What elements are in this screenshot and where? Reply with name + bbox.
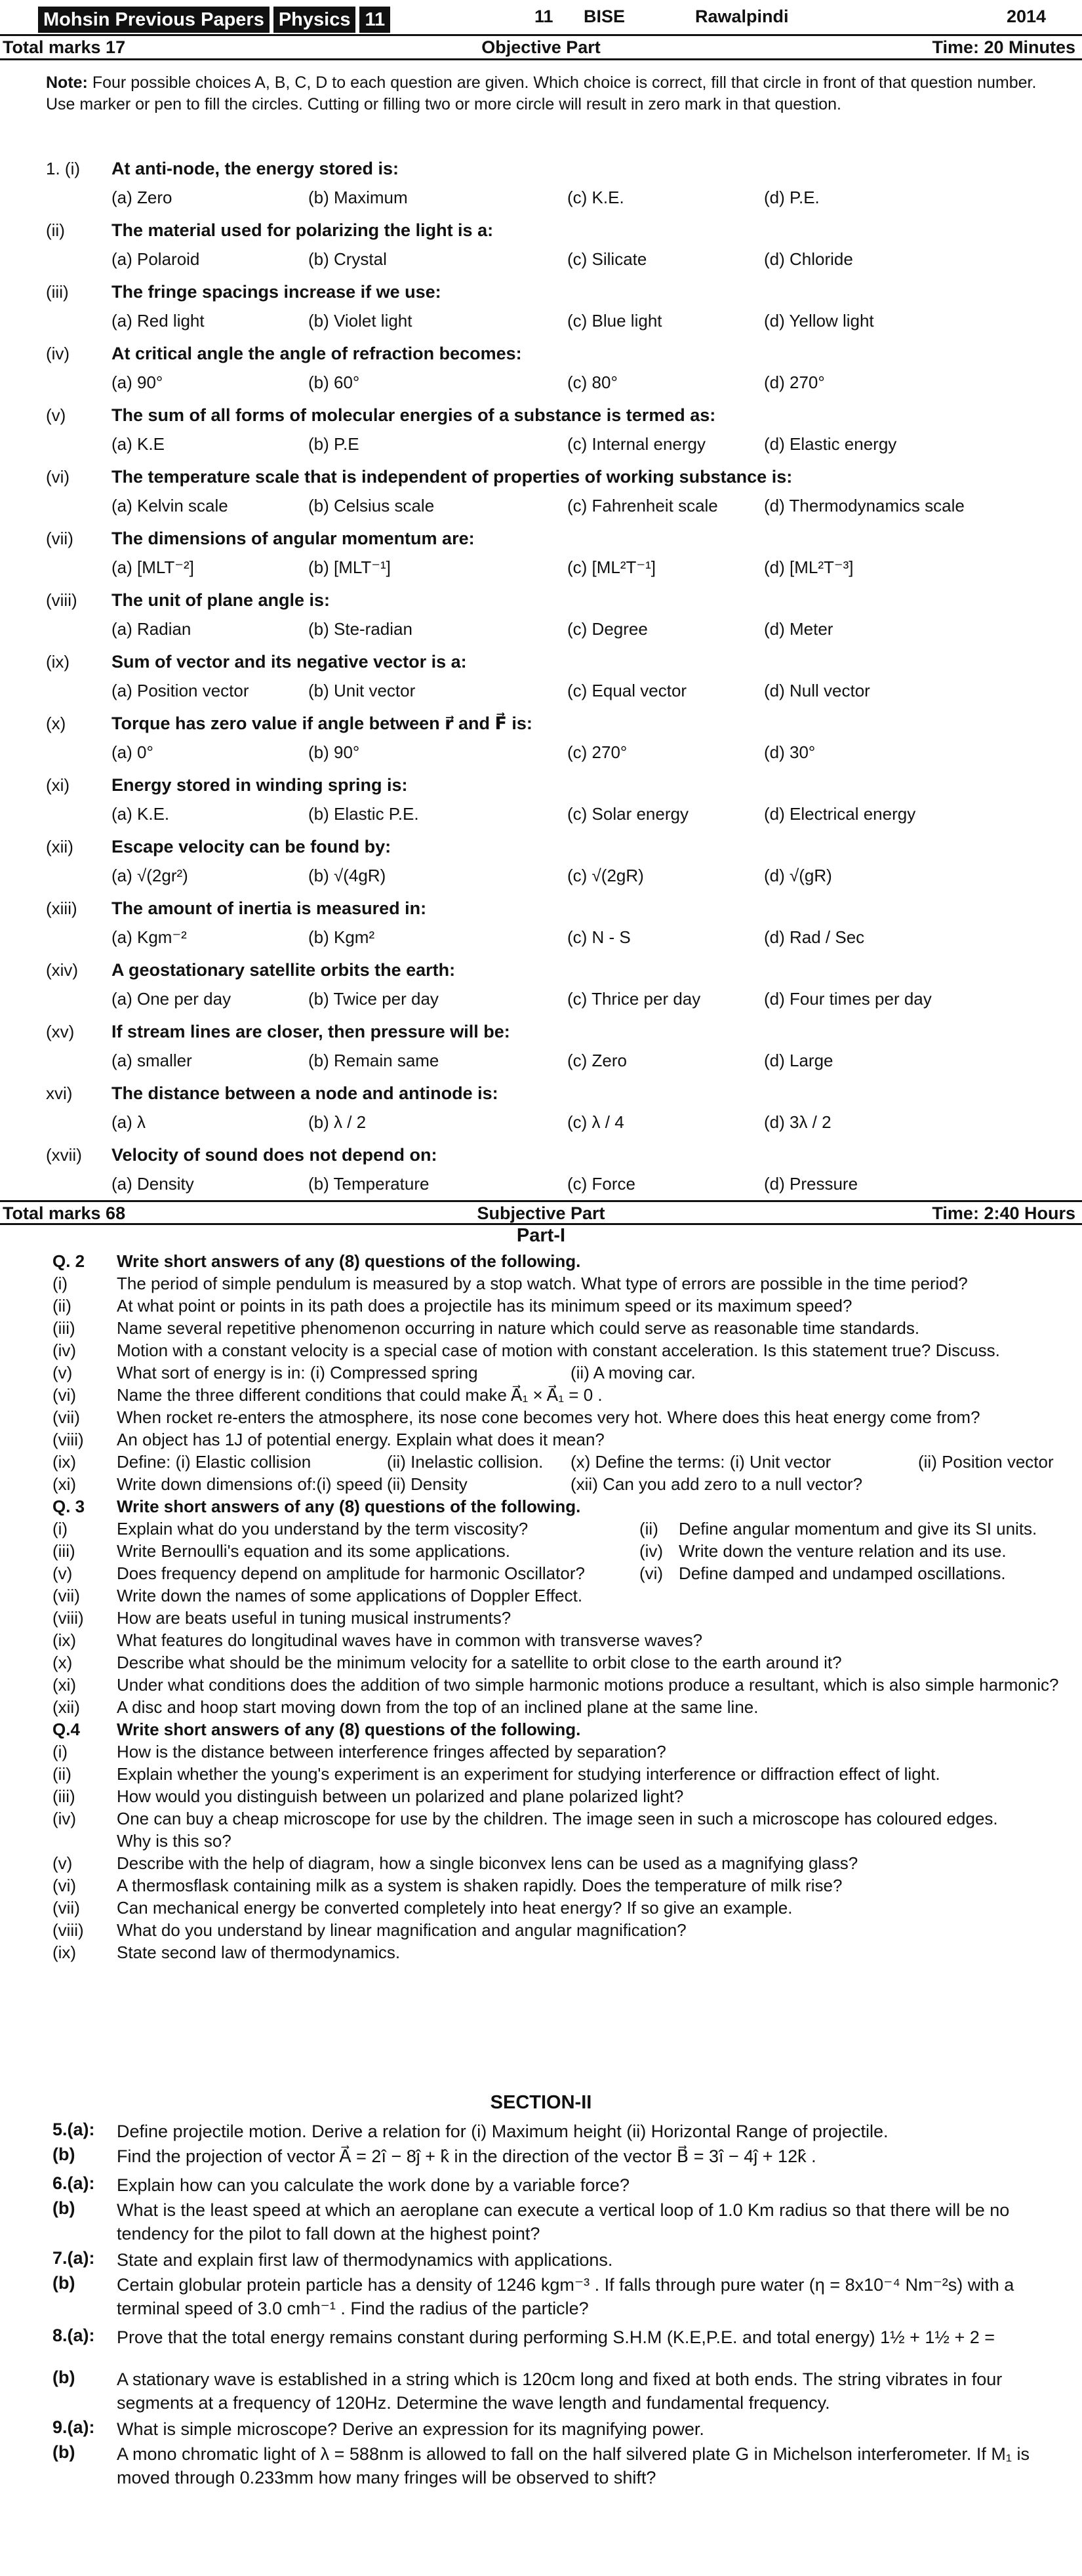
mcq-option-b: (b) Crystal xyxy=(308,249,387,269)
item-number: (iii) xyxy=(52,1318,75,1338)
item-text: Can mechanical energy be converted completely into heat energy? If so give an example. xyxy=(117,1898,793,1918)
logo-text-1: Mohsin Previous Papers xyxy=(38,7,270,33)
item-text: Name several repetitive phenomenon occurring in nature which could serve as reasonable time standards. xyxy=(117,1318,920,1338)
item-number: (i) xyxy=(52,1274,68,1293)
mcq-number: xvi) xyxy=(46,1083,73,1103)
item-text-3: (xii) Can you add zero to a null vector? xyxy=(571,1474,863,1494)
long-question-number: 9.(a): xyxy=(52,2417,95,2437)
item-number: (v) xyxy=(52,1853,73,1873)
mcq-option-a: (a) 0° xyxy=(111,742,153,762)
item-text: The period of simple pendulum is measured by a stop watch. What type of errors are possible in the time period? xyxy=(117,1274,968,1293)
item-number: (v) xyxy=(52,1563,73,1583)
long-question-text: Certain globular protein particle has a density of 1246 kgm⁻³ . If falls through pure water (η = 8x10⁻⁴ Nm⁻²s) with a terminal speed of 3.0 cmh⁻¹ . Find the radius of the particle? xyxy=(117,2275,1014,2318)
mcq-question: At anti-node, the energy stored is: xyxy=(111,159,399,178)
mcq-question: Energy stored in winding spring is: xyxy=(111,775,408,795)
logo xyxy=(38,7,390,33)
mcq-option-c: (c) Equal vector xyxy=(567,681,687,700)
item-text: Explain what do you understand by the term viscosity? xyxy=(117,1519,529,1539)
mcq-row xyxy=(0,898,1082,960)
item-number: (vii) xyxy=(52,1407,80,1427)
mcq-option-c: (c) [ML²T⁻¹] xyxy=(567,557,656,577)
mcq-option-b: (b) Kgm² xyxy=(308,927,375,947)
objective-time: Time: 20 Minutes xyxy=(932,37,1075,57)
long-question-number: (b) xyxy=(52,2198,75,2218)
item-text: What sort of energy is in: (i) Compressed spring xyxy=(117,1363,478,1382)
mcq-option-c: (c) λ / 4 xyxy=(567,1112,624,1132)
long-question-text: What is simple microscope? Derive an expression for its magnifying power. xyxy=(117,2419,704,2439)
mcq-option-c: (c) √(2gR) xyxy=(567,866,644,885)
item-text-2: (ii) Inelastic collision. xyxy=(387,1452,544,1472)
mcq-question: The temperature scale that is independent of properties of working substance is: xyxy=(111,467,793,487)
mcq-option-a: (a) K.E. xyxy=(111,804,170,824)
item-number: (iv) xyxy=(52,1809,77,1828)
item-text: Does frequency depend on amplitude for harmonic Oscillator? xyxy=(117,1563,585,1583)
mcq-option-d: (d) Chloride xyxy=(764,249,853,269)
section2-title: SECTION-II xyxy=(490,2092,592,2113)
mcq-option-c: (c) K.E. xyxy=(567,188,624,207)
item-number-2: (ii) xyxy=(639,1519,658,1539)
mcq-number: (xi) xyxy=(46,775,70,795)
item-number: (ix) xyxy=(52,1942,77,1962)
item-text-2: (ii) Density xyxy=(387,1474,468,1494)
paper-header xyxy=(0,0,1082,33)
item-text: Name the three different conditions that could make A⃗₁ × A⃗₁ = 0 . xyxy=(117,1385,603,1405)
mcq-option-c: (c) Zero xyxy=(567,1051,627,1070)
mcq-number: (xii) xyxy=(46,837,73,856)
item-text: What do you understand by linear magnification and angular magnification? xyxy=(117,1920,687,1940)
mcq-option-c: (c) 80° xyxy=(567,372,618,392)
mcq-option-b: (b) Elastic P.E. xyxy=(308,804,419,824)
mcq-option-d: (d) Thermodynamics scale xyxy=(764,496,965,515)
long-question-number: 6.(a): xyxy=(52,2173,95,2193)
item-text-2: Define damped and undamped oscillations. xyxy=(679,1563,1006,1583)
item-number: (ix) xyxy=(52,1452,77,1472)
board-name: BISE xyxy=(584,7,626,26)
mcq-option-b: (b) Twice per day xyxy=(308,989,439,1009)
mcq-row xyxy=(0,775,1082,837)
mcq-option-a: (a) Radian xyxy=(111,619,191,639)
exam-year: 2014 xyxy=(1007,7,1047,26)
long-question-text: State and explain first law of thermodynamics with applications. xyxy=(117,2250,613,2270)
item-text: Write short answers of any (8) questions of the following. xyxy=(117,1720,581,1739)
mcq-number: (iii) xyxy=(46,282,69,302)
item-text: Why is this so? xyxy=(117,1831,231,1851)
mcq-number: (iv) xyxy=(46,344,70,363)
mcq-option-d: (d) 30° xyxy=(764,742,816,762)
item-number: (vi) xyxy=(52,1876,77,1895)
mcq-option-b: (b) Ste-radian xyxy=(308,619,412,639)
item-text: Explain whether the young's experiment is an experiment for studying interference or diffraction effect of light. xyxy=(117,1764,940,1784)
mcq-option-c: (c) Silicate xyxy=(567,249,647,269)
mcq-question: The fringe spacings increase if we use: xyxy=(111,282,441,302)
objective-title: Objective Part xyxy=(481,37,601,57)
item-text: How is the distance between interference fringes affected by separation? xyxy=(117,1742,666,1761)
mcq-row xyxy=(0,405,1082,467)
item-number: (viii) xyxy=(52,1920,84,1940)
item-number: (viii) xyxy=(52,1608,84,1628)
mcq-question: Torque has zero value if angle between r⃗ and F⃗ is: xyxy=(111,714,532,733)
mcq-row xyxy=(0,220,1082,282)
mcq-question: The amount of inertia is measured in: xyxy=(111,898,427,918)
long-question-text: What is the least speed at which an aeroplane can execute a vertical loop of 1.0 Km radius so that there will be no tendency for the pilot to fall down at the highest point? xyxy=(117,2200,1010,2244)
mcq-option-d: (d) 270° xyxy=(764,372,825,392)
item-text: Write short answers of any (8) questions of the following. xyxy=(117,1497,581,1516)
mcq-number: (vii) xyxy=(46,529,73,548)
mcq-question: A geostationary satellite orbits the earth: xyxy=(111,960,456,980)
long-question-text: Define projectile motion. Derive a relation for (i) Maximum height (ii) Horizontal Range of projectile. xyxy=(117,2122,889,2141)
mcq-option-a: (a) Kgm⁻² xyxy=(111,927,187,947)
item-number: (xi) xyxy=(52,1675,77,1695)
item-text-2: (ii) A moving car. xyxy=(571,1363,696,1382)
long-question-text: Find the projection of vector A⃗ = 2î − 8ĵ + k̂ in the direction of the vector B⃗ = 3î − 4ĵ + 12k̂ . xyxy=(117,2146,816,2166)
mcq-option-b: (b) [MLT⁻¹] xyxy=(308,557,391,577)
subjective-time: Time: 2:40 Hours xyxy=(932,1203,1075,1223)
mcq-option-d: (d) Rad / Sec xyxy=(764,927,865,947)
subjective-bar xyxy=(0,1200,1082,1225)
mcq-row xyxy=(0,652,1082,714)
mcq-option-a: (a) √(2gr²) xyxy=(111,866,188,885)
long-question-number: (b) xyxy=(52,2144,75,2164)
long-question-text: A stationary wave is established in a string which is 120cm long and fixed at both ends. The string vibrates in four segments at a frequency of 120Hz. Determine the wave length and fundamental frequency. xyxy=(117,2369,1003,2413)
class-number: 11 xyxy=(534,7,553,26)
mcq-option-a: (a) Red light xyxy=(111,311,205,331)
mcq-question: If stream lines are closer, then pressure will be: xyxy=(111,1022,510,1041)
mcq-option-a: (a) smaller xyxy=(111,1051,192,1070)
mcq-question: Velocity of sound does not depend on: xyxy=(111,1145,437,1165)
long-question-number: 8.(a): xyxy=(52,2325,95,2345)
mcq-option-a: (a) Position vector xyxy=(111,681,249,700)
mcq-row xyxy=(0,159,1082,220)
item-text: Describe with the help of diagram, how a single biconvex lens can be used as a magnifying glass? xyxy=(117,1853,858,1873)
item-text: Define: (i) Elastic collision xyxy=(117,1452,311,1472)
item-text: Motion with a constant velocity is a special case of motion with constant acceleration. Is this statement true? Discuss. xyxy=(117,1340,1000,1360)
mcq-question: At critical angle the angle of refraction becomes: xyxy=(111,344,522,363)
mcq-row xyxy=(0,1145,1082,1207)
mcq-row xyxy=(0,1022,1082,1083)
item-text-3: (x) Define the terms: (i) Unit vector xyxy=(571,1452,832,1472)
mcq-option-a: (a) K.E xyxy=(111,434,165,454)
mcq-question: The distance between a node and antinode is: xyxy=(111,1083,498,1103)
mcq-question: The sum of all forms of molecular energies of a substance is termed as: xyxy=(111,405,716,425)
item-text: At what point or points in its path does a projectile has its minimum speed or its maximum speed? xyxy=(117,1296,852,1316)
mcq-option-b: (b) 60° xyxy=(308,372,360,392)
mcq-row xyxy=(0,467,1082,529)
logo-text-2: Physics xyxy=(273,7,356,33)
mcq-option-b: (b) λ / 2 xyxy=(308,1112,367,1132)
instructions-note xyxy=(46,72,1056,115)
mcq-question: Sum of vector and its negative vector is a: xyxy=(111,652,467,672)
mcq-option-d: (d) Meter xyxy=(764,619,833,639)
long-question-number: 7.(a): xyxy=(52,2248,95,2268)
mcq-number: (xvii) xyxy=(46,1145,82,1165)
note-label: Note: xyxy=(46,73,88,92)
mcq-option-c: (c) Force xyxy=(567,1174,635,1194)
objective-bar xyxy=(0,34,1082,60)
mcq-option-b: (b) Unit vector xyxy=(308,681,416,700)
item-number: (ii) xyxy=(52,1764,71,1784)
mcq-row xyxy=(0,529,1082,590)
item-number: (v) xyxy=(52,1363,73,1382)
mcq-option-d: (d) P.E. xyxy=(764,188,820,207)
item-number: (iii) xyxy=(52,1786,75,1806)
mcq-option-c: (c) Degree xyxy=(567,619,648,639)
item-number: (xi) xyxy=(52,1474,77,1494)
item-number: (x) xyxy=(52,1653,73,1672)
mcq-option-d: (d) Yellow light xyxy=(764,311,874,331)
note-text: Four possible choices A, B, C, D to each question are given. Which choice is correct, fill that circle in front of that question number. Use marker or pen to fill the circles. Cutting or filling two or more circle will result in zero mark in that question. xyxy=(46,73,1037,113)
item-text: When rocket re-enters the atmosphere, its nose cone becomes very hot. Where does this heat energy come from? xyxy=(117,1407,980,1427)
mcq-option-c: (c) Fahrenheit scale xyxy=(567,496,718,515)
mcq-row xyxy=(0,344,1082,405)
item-text: A disc and hoop start moving down from the top of an inclined plane at the same line. xyxy=(117,1697,759,1717)
mcq-option-d: (d) Pressure xyxy=(764,1174,858,1194)
item-text: Write short answers of any (8) questions of the following. xyxy=(117,1251,581,1271)
item-number: (iv) xyxy=(52,1340,77,1360)
item-number: (i) xyxy=(52,1519,68,1539)
item-text: Write down dimensions of:(i) speed xyxy=(117,1474,383,1494)
long-question-number: (b) xyxy=(52,2367,75,2387)
mcq-number: (ix) xyxy=(46,652,70,672)
item-number: Q. 2 xyxy=(52,1251,85,1271)
mcq-option-d: (d) Large xyxy=(764,1051,833,1070)
mcq-option-d: (d) Elastic energy xyxy=(764,434,897,454)
item-number: (ii) xyxy=(52,1296,71,1316)
long-question-text: A mono chromatic light of λ = 588nm is allowed to fall on the half silvered plate G in Michelson interferometer. If M₁ is moved through 0.233mm how many fringes will be observed to shift? xyxy=(117,2444,1030,2487)
mcq-question: The unit of plane angle is: xyxy=(111,590,331,610)
mcq-number: (ii) xyxy=(46,220,65,240)
item-number: (vii) xyxy=(52,1586,80,1605)
mcq-option-a: (a) Density xyxy=(111,1174,194,1194)
mcq-option-d: (d) Four times per day xyxy=(764,989,932,1009)
item-text: Write down the names of some applications of Doppler Effect. xyxy=(117,1586,583,1605)
item-number-2: (iv) xyxy=(639,1541,664,1561)
mcq-option-c: (c) 270° xyxy=(567,742,628,762)
mcq-number: (v) xyxy=(46,405,66,425)
item-number: (vi) xyxy=(52,1385,77,1405)
mcq-option-c: (c) Solar energy xyxy=(567,804,689,824)
logo-text-3: 11 xyxy=(359,7,390,33)
item-text-2: Define angular momentum and give its SI units. xyxy=(679,1519,1037,1539)
item-text: How would you distinguish between un polarized and plane polarized light? xyxy=(117,1786,684,1806)
mcq-option-d: (d) Null vector xyxy=(764,681,870,700)
city-name: Rawalpindi xyxy=(695,7,789,26)
mcq-option-b: (b) Maximum xyxy=(308,188,408,207)
item-number: (i) xyxy=(52,1742,68,1761)
mcq-option-c: (c) N - S xyxy=(567,927,631,947)
item-text: What features do longitudinal waves have in common with transverse waves? xyxy=(117,1630,703,1650)
mcq-option-a: (a) Zero xyxy=(111,188,172,207)
item-number: Q. 3 xyxy=(52,1497,85,1516)
mcq-option-b: (b) P.E xyxy=(308,434,359,454)
long-question-number: (b) xyxy=(52,2442,75,2462)
long-question-number: 5.(a): xyxy=(52,2120,95,2139)
long-question-text: Prove that the total energy remains constant during performing S.H.M (K.E,P.E. and total energy) 1½ + 1½ + 2 = xyxy=(117,2327,995,2347)
subjective-title: Subjective Part xyxy=(477,1203,605,1223)
item-text: A thermosflask containing milk as a system is shaken rapidly. Does the temperature of milk rise? xyxy=(117,1876,843,1895)
mcq-option-d: (d) 3λ / 2 xyxy=(764,1112,832,1132)
mcq-option-a: (a) One per day xyxy=(111,989,231,1009)
mcq-option-c: (c) Internal energy xyxy=(567,434,706,454)
subjective-marks: Total marks 68 xyxy=(3,1203,126,1223)
mcq-option-a: (a) 90° xyxy=(111,372,163,392)
mcq-option-a: (a) Kelvin scale xyxy=(111,496,228,515)
mcq-row xyxy=(0,714,1082,775)
mcq-number: (viii) xyxy=(46,590,77,610)
mcq-number: (vi) xyxy=(46,467,70,487)
mcq-option-d: (d) [ML²T⁻³] xyxy=(764,557,854,577)
item-number: (viii) xyxy=(52,1430,84,1449)
part1-title: Part-I xyxy=(516,1225,566,1246)
item-text: How are beats useful in tuning musical instruments? xyxy=(117,1608,511,1628)
mcq-row xyxy=(0,590,1082,652)
item-text: An object has 1J of potential energy. Explain what does it mean? xyxy=(117,1430,605,1449)
mcq-option-b: (b) 90° xyxy=(308,742,360,762)
item-text: Describe what should be the minimum velocity for a satellite to orbit close to the earth around it? xyxy=(117,1653,842,1672)
mcq-number: 1. (i) xyxy=(46,159,80,178)
mcq-row xyxy=(0,837,1082,898)
item-number: Q.4 xyxy=(52,1720,80,1739)
item-number: (xii) xyxy=(52,1697,80,1717)
mcq-number: (xv) xyxy=(46,1022,75,1041)
mcq-question: The dimensions of angular momentum are: xyxy=(111,529,475,548)
item-text: Write Bernoulli's equation and its some applications. xyxy=(117,1541,510,1561)
mcq-option-a: (a) λ xyxy=(111,1112,146,1132)
mcq-option-c: (c) Blue light xyxy=(567,311,662,331)
mcq-option-b: (b) Remain same xyxy=(308,1051,439,1070)
mcq-option-b: (b) Temperature xyxy=(308,1174,430,1194)
mcq-option-c: (c) Thrice per day xyxy=(567,989,701,1009)
item-number: (vii) xyxy=(52,1898,80,1918)
mcq-question: The material used for polarizing the light is a: xyxy=(111,220,494,240)
mcq-option-b: (b) √(4gR) xyxy=(308,866,386,885)
mcq-option-b: (b) Celsius scale xyxy=(308,496,435,515)
objective-marks: Total marks 17 xyxy=(3,37,126,57)
mcq-option-b: (b) Violet light xyxy=(308,311,412,331)
mcq-number: (xiii) xyxy=(46,898,77,918)
item-number-2: (vi) xyxy=(639,1563,664,1583)
item-text: One can buy a cheap microscope for use by the children. The image seen in such a microscope has coloured edges. xyxy=(117,1809,998,1828)
long-question-text: Explain how can you calculate the work done by a variable force? xyxy=(117,2175,630,2195)
item-number: (iii) xyxy=(52,1541,75,1561)
mcq-number: (x) xyxy=(46,714,66,733)
mcq-row xyxy=(0,1083,1082,1145)
mcq-option-a: (a) [MLT⁻²] xyxy=(111,557,194,577)
item-number: (ix) xyxy=(52,1630,77,1650)
mcq-question: Escape velocity can be found by: xyxy=(111,837,391,856)
mcq-option-d: (d) √(gR) xyxy=(764,866,832,885)
item-text-4: (ii) Position vector xyxy=(918,1452,1054,1472)
mcq-row xyxy=(0,960,1082,1022)
item-text: State second law of thermodynamics. xyxy=(117,1942,401,1962)
item-text-2: Write down the venture relation and its use. xyxy=(679,1541,1007,1561)
long-question-number: (b) xyxy=(52,2273,75,2293)
mcq-number: (xiv) xyxy=(46,960,79,980)
mcq-option-d: (d) Electrical energy xyxy=(764,804,916,824)
mcq-row xyxy=(0,282,1082,344)
mcq-option-a: (a) Polaroid xyxy=(111,249,200,269)
item-text: Under what conditions does the addition of two simple harmonic motions produce a resultant, which is also simple harmonic? xyxy=(117,1675,1059,1695)
